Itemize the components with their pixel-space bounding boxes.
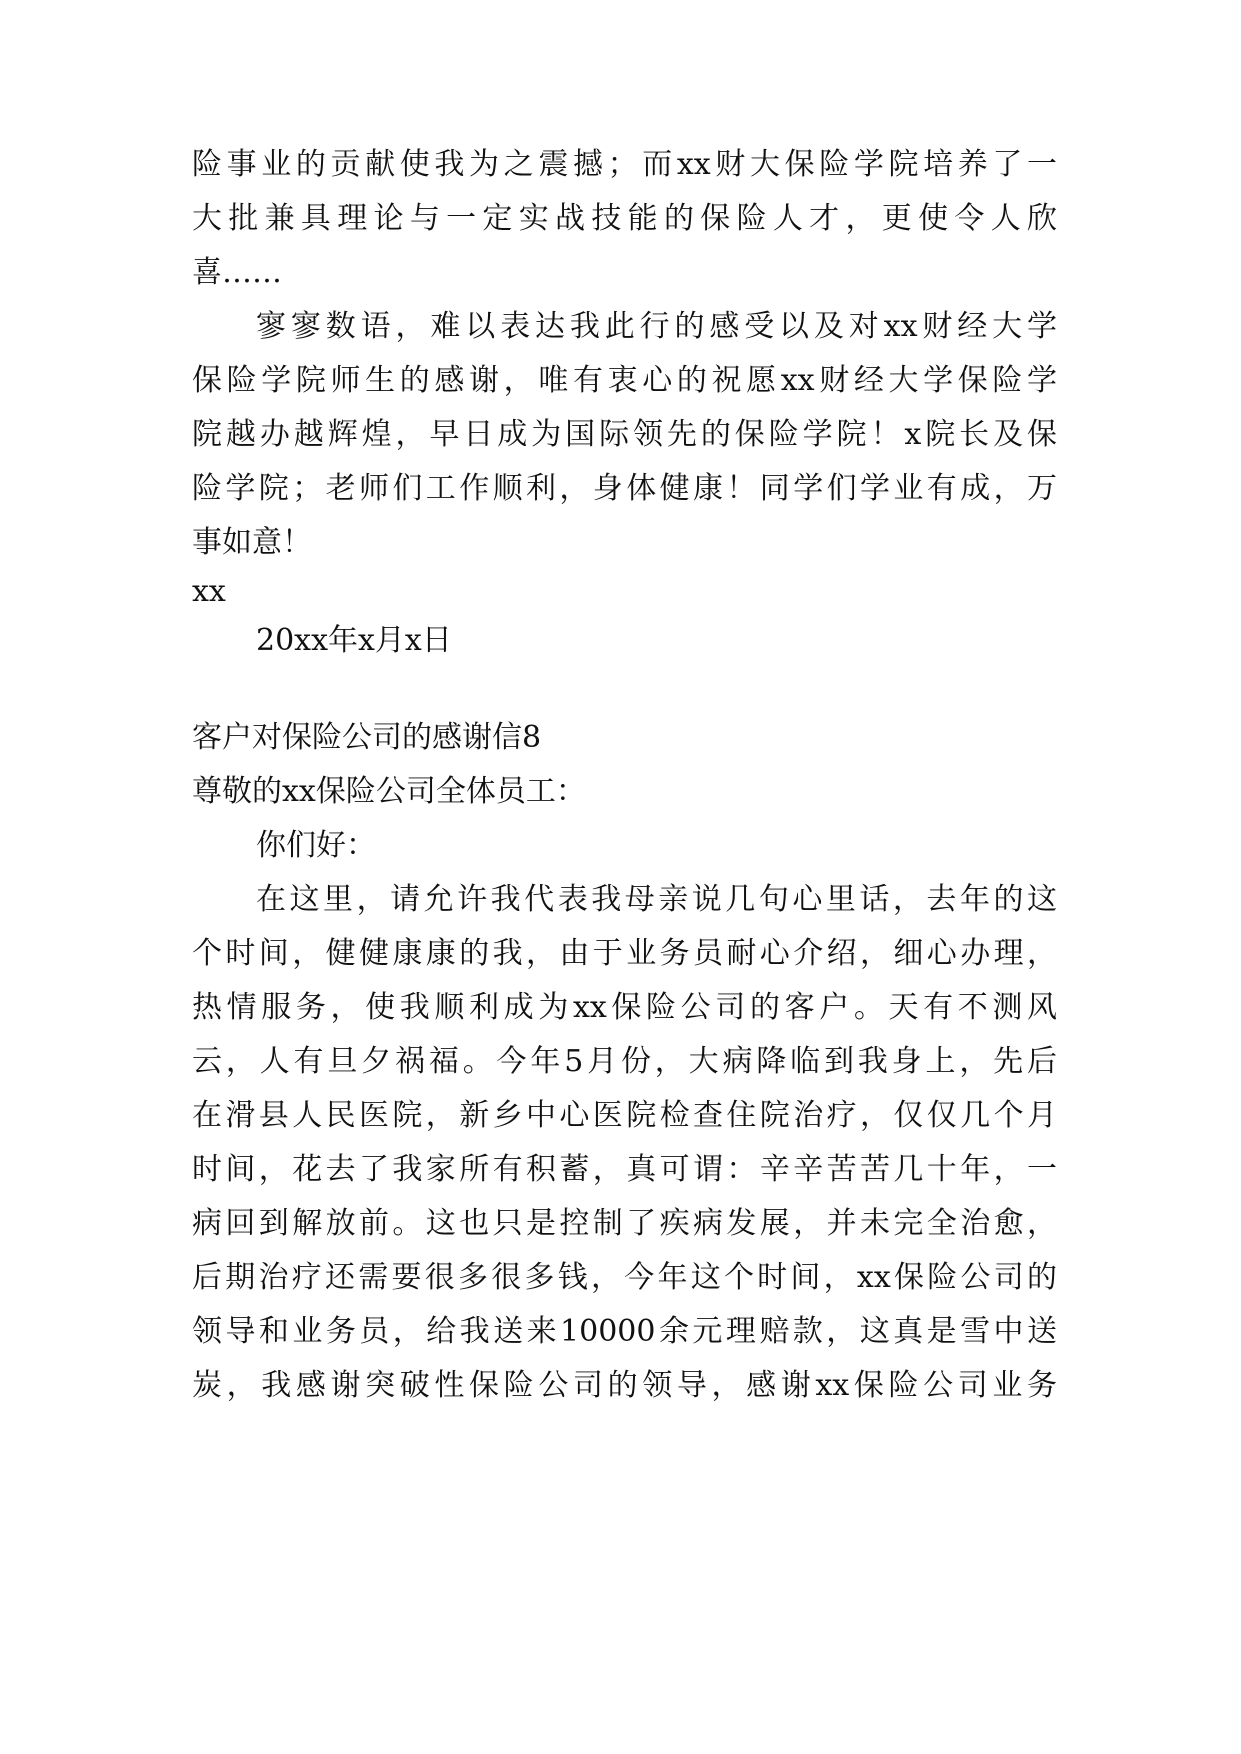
text-line: 个时间，健健康康的我，由于业务员耐心介绍，细心办理， <box>192 936 1057 971</box>
text-line: 事如意！ <box>192 525 312 560</box>
text-line: 险学院；老师们工作顺利，身体健康！同学们学业有成，万 <box>192 471 1057 506</box>
text-line: 时间，花去了我家所有积蓄，真可谓：辛辛苦苦几十年，一 <box>192 1152 1057 1187</box>
text-line: 后期治疗还需要很多很多钱，今年这个时间，xx保险公司的 <box>192 1260 1057 1295</box>
text-line: 病回到解放前。这也只是控制了疾病发展，并未完全治愈， <box>192 1206 1057 1241</box>
text-line: 保险学院师生的感谢，唯有衷心的祝愿xx财经大学保险学 <box>192 363 1057 398</box>
text-line: 在这里，请允许我代表我母亲说几句心里话，去年的这 <box>256 882 1057 917</box>
signature: xx <box>192 574 226 609</box>
section-title: 客户对保险公司的感谢信8 <box>192 720 542 755</box>
text-line: 险事业的贡献使我为之震撼；而xx财大保险学院培养了一 <box>192 147 1057 182</box>
text-line: 云，人有旦夕祸福。今年5月份，大病降临到我身上，先后 <box>192 1044 1057 1079</box>
text-line: 领导和业务员，给我送来10000余元理赔款，这真是雪中送 <box>192 1314 1057 1349</box>
text-line: 热情服务，使我顺利成为xx保险公司的客户。天有不测风 <box>192 990 1057 1025</box>
greeting: 你们好： <box>256 828 376 863</box>
text-line: 炭，我感谢突破性保险公司的领导，感谢xx保险公司业务 <box>192 1368 1057 1403</box>
text-line: 在滑县人民医院，新乡中心医院检查住院治疗，仅仅几个月 <box>192 1098 1057 1133</box>
text-line: 喜…… <box>192 255 282 290</box>
text-line: 院越办越辉煌，早日成为国际领先的保险学院！x院长及保 <box>192 417 1057 452</box>
text-line: 大批兼具理论与一定实战技能的保险人才，更使令人欣 <box>192 201 1057 236</box>
document-page <box>192 0 1057 1754</box>
salutation: 尊敬的xx保险公司全体员工： <box>192 774 586 809</box>
text-line: 寥寥数语，难以表达我此行的感受以及对xx财经大学 <box>256 309 1057 344</box>
date: 20xx年x月x日 <box>256 623 452 658</box>
